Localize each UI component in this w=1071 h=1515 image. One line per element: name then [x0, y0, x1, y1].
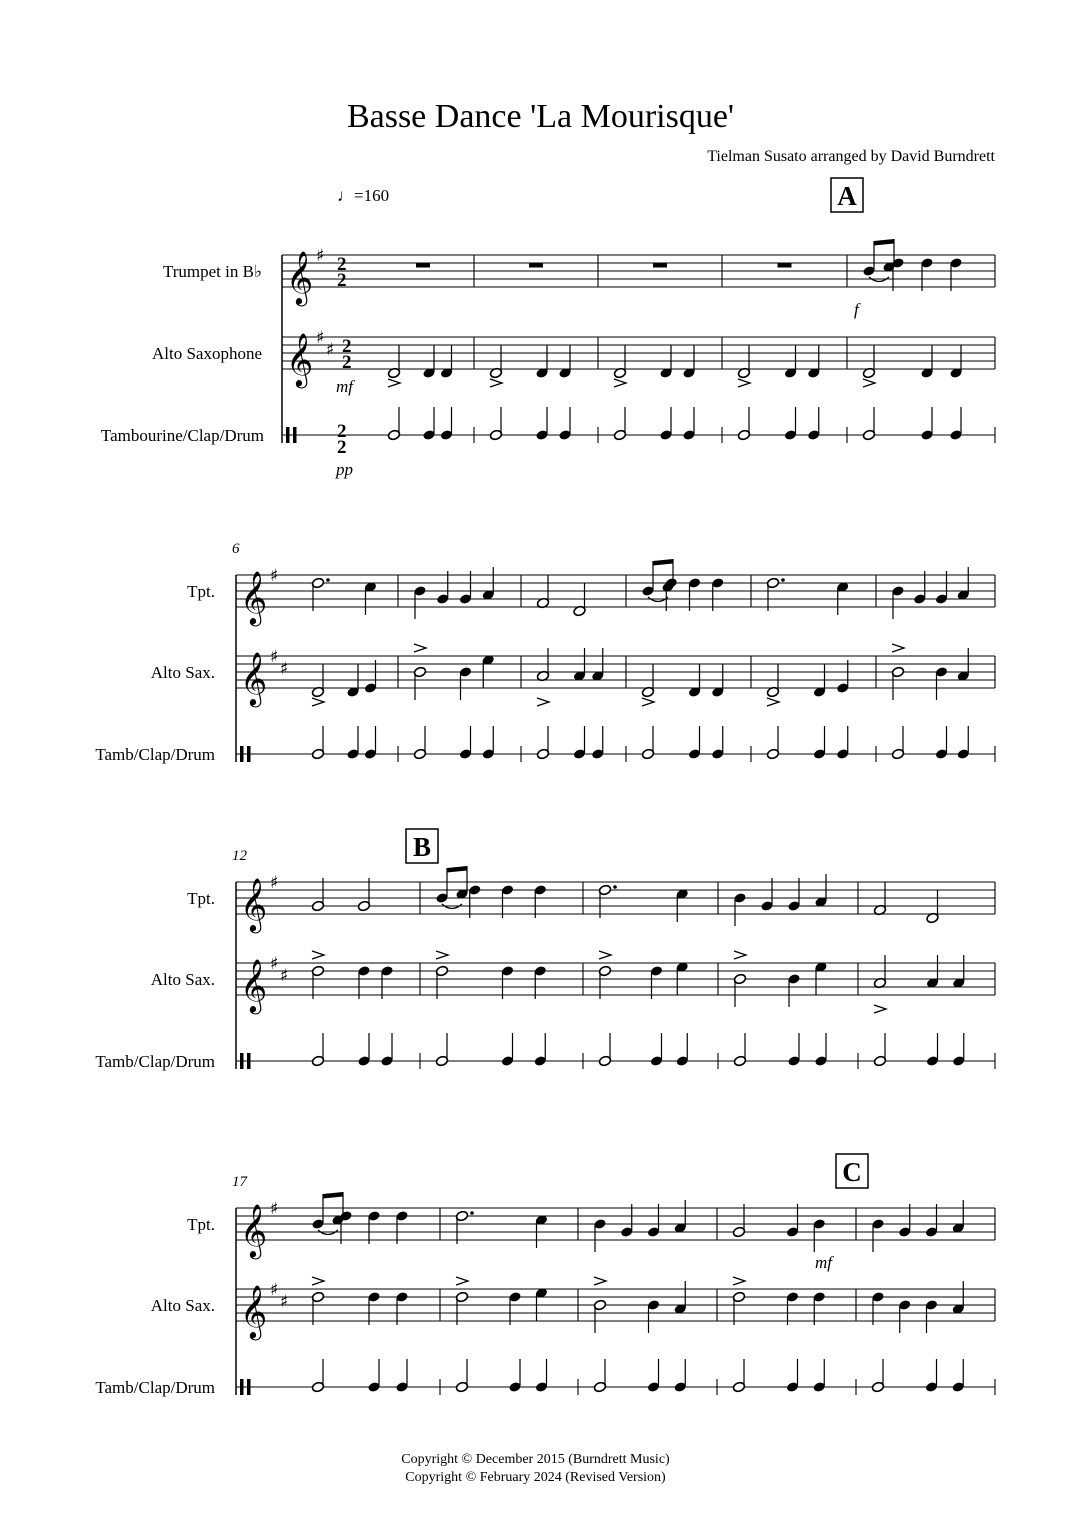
composer-credit: Tielman Susato arranged by David Burndrett: [707, 148, 995, 165]
percussion-clef-icon: [293, 427, 297, 443]
treble-clef-icon: 𝄞: [240, 570, 268, 624]
trumpet-staff: [236, 575, 995, 607]
time-signature-bottom: 2: [337, 437, 347, 458]
tempo-marking: ♩=160: [337, 186, 390, 205]
accent-mark: [414, 644, 426, 652]
treble-clef-icon: 𝄞: [240, 1203, 268, 1257]
sharp-icon: ♯: [280, 659, 289, 679]
accent-mark: [733, 1277, 745, 1285]
sharp-icon: ♯: [270, 1280, 279, 1300]
percussion-clef-icon: [240, 746, 244, 762]
instrument-label-sax: Alto Sax.: [150, 663, 215, 682]
instrument-label-percussion: Tambourine/Clap/Drum: [100, 426, 264, 445]
sharp-icon: ♯: [270, 566, 279, 586]
percussion-clef-icon: [240, 1053, 244, 1069]
accent-mark: [490, 379, 502, 387]
note-beam: [447, 866, 467, 873]
accent-mark: [734, 951, 746, 959]
accent-mark: [642, 698, 654, 706]
instrument-label-sax: Alto Sax.: [150, 970, 215, 989]
sax-staff: [282, 337, 995, 369]
accent-mark: [456, 1277, 468, 1285]
sharp-icon: ♯: [280, 1292, 289, 1312]
sharp-icon: ♯: [326, 340, 335, 360]
whole-rest: [529, 263, 543, 268]
accent-mark: [388, 379, 400, 387]
dynamic-marking: mf: [336, 377, 353, 396]
accent-mark: [599, 951, 611, 959]
sharp-icon: ♯: [270, 873, 279, 893]
percussion-clef-icon: [247, 1053, 251, 1069]
accent-mark: [738, 379, 750, 387]
percussion-clef-icon: [247, 1379, 251, 1395]
instrument-label-sax: Alto Saxophone: [151, 344, 262, 363]
accent-mark: [312, 951, 324, 959]
sharp-icon: ♯: [316, 246, 325, 266]
accent-mark: [767, 698, 779, 706]
time-signature-top: 2: [337, 254, 347, 275]
instrument-label-trumpet: Tpt.: [187, 889, 215, 908]
dot: [781, 578, 785, 582]
whole-rest: [653, 263, 667, 268]
note-beam: [323, 1192, 343, 1199]
score-title: Basse Dance 'La Mourisque': [346, 98, 735, 135]
copyright-line-2: Copyright © February 2024 (Revised Version): [405, 1470, 666, 1485]
note-beam: [653, 559, 673, 566]
accent-mark: [312, 1277, 324, 1285]
dot: [470, 1211, 474, 1215]
time-signature-top: 2: [337, 421, 347, 442]
accent-mark: [312, 698, 324, 706]
sharp-icon: ♯: [280, 966, 289, 986]
dynamic-marking: f: [854, 300, 859, 319]
measure-number: 12: [232, 848, 247, 864]
rehearsal-mark: A: [837, 181, 857, 211]
instrument-label-trumpet: Tpt.: [187, 1215, 215, 1234]
whole-rest: [778, 263, 792, 268]
instrument-label-percussion: Tamb/Clap/Drum: [95, 1378, 215, 1397]
accent-mark: [594, 1277, 606, 1285]
dot: [326, 578, 330, 582]
percussion-clef-icon: [240, 1379, 244, 1395]
instrument-label-percussion: Tamb/Clap/Drum: [95, 1052, 215, 1071]
dynamic-marking: mf: [815, 1253, 832, 1272]
accent-mark: [863, 379, 875, 387]
accent-mark: [892, 644, 904, 652]
treble-clef-icon: 𝄞: [240, 1284, 268, 1338]
time-signature-bottom: 2: [337, 270, 347, 291]
accent-mark: [436, 951, 448, 959]
sharp-icon: ♯: [270, 1199, 279, 1219]
measure-number: 6: [232, 541, 240, 557]
accent-mark: [537, 698, 549, 706]
measure-number: 17: [232, 1174, 247, 1190]
time-signature-bottom: 2: [342, 352, 352, 373]
percussion-clef-icon: [286, 427, 290, 443]
whole-rest: [416, 263, 430, 268]
sharp-icon: ♯: [270, 954, 279, 974]
treble-clef-icon: 𝄞: [286, 250, 314, 304]
treble-clef-icon: 𝄞: [240, 958, 268, 1012]
sax-staff: [236, 656, 995, 688]
rehearsal-mark: B: [412, 832, 432, 862]
percussion-clef-icon: [247, 746, 251, 762]
time-signature-top: 2: [342, 336, 352, 357]
treble-clef-icon: 𝄞: [286, 332, 314, 386]
instrument-label-trumpet: Tpt.: [187, 582, 215, 601]
rehearsal-mark: C: [842, 1157, 862, 1187]
dynamic-marking: pp: [336, 460, 353, 479]
dot: [613, 885, 617, 889]
treble-clef-icon: 𝄞: [240, 651, 268, 705]
instrument-label-percussion: Tamb/Clap/Drum: [95, 745, 215, 764]
copyright-line-1: Copyright © December 2015 (Burndrett Music): [401, 1452, 670, 1467]
accent-mark: [874, 1005, 886, 1013]
accent-mark: [614, 379, 626, 387]
sharp-icon: ♯: [270, 647, 279, 667]
note-beam: [874, 239, 894, 246]
sharp-icon: ♯: [316, 328, 325, 348]
instrument-label-sax: Alto Sax.: [150, 1296, 215, 1315]
instrument-label-trumpet: Trumpet in B♭: [162, 262, 262, 281]
treble-clef-icon: 𝄞: [240, 877, 268, 931]
